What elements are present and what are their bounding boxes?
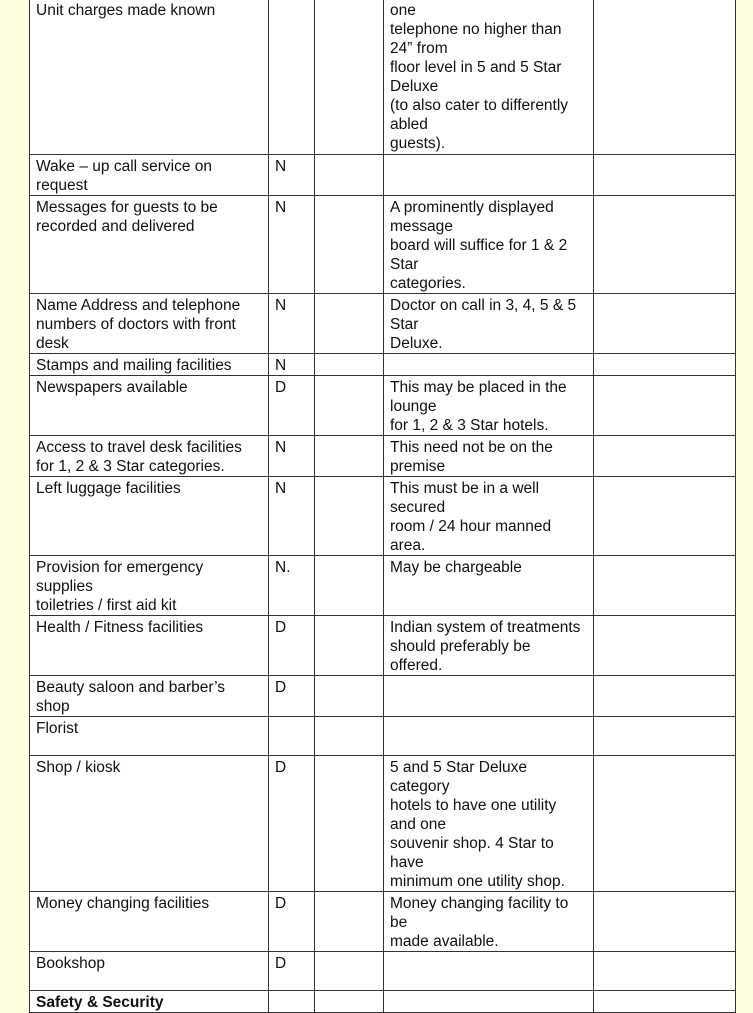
empty-cell	[594, 756, 736, 892]
code-cell: D	[269, 892, 315, 952]
item-cell: Health / Fitness facilities	[30, 616, 269, 676]
remark-cell: A prominently displayed message board will suffice for 1 & 2 Star categories.	[384, 196, 594, 294]
remark-cell: Doctor on call in 3, 4, 5 & 5 Star Deluxe.	[384, 294, 594, 354]
empty-cell	[315, 376, 384, 436]
empty-cell	[315, 0, 384, 155]
empty-cell	[315, 616, 384, 676]
empty-cell	[315, 952, 384, 991]
empty-cell	[594, 196, 736, 294]
item-cell: Unit charges made known	[30, 0, 269, 155]
code-cell	[269, 0, 315, 155]
remark-cell: This may be placed in the lounge for 1, 2 & 3 Star hotels.	[384, 376, 594, 436]
remark-cell: This must be in a well secured room / 24 hour manned area.	[384, 477, 594, 556]
empty-cell	[594, 294, 736, 354]
code-cell: D	[269, 952, 315, 991]
table-row	[30, 556, 736, 616]
code-cell: D	[269, 376, 315, 436]
empty-cell	[315, 436, 384, 477]
empty-cell	[315, 717, 384, 756]
code-cell: D	[269, 756, 315, 892]
table-row	[30, 436, 736, 477]
empty-cell	[594, 354, 736, 376]
remark-cell	[384, 155, 594, 196]
empty-cell	[315, 991, 384, 1013]
table-row	[30, 756, 736, 892]
item-cell: Wake – up call service on request	[30, 155, 269, 196]
empty-cell	[315, 196, 384, 294]
table-row	[30, 376, 736, 436]
remark-cell	[384, 676, 594, 717]
section-heading: Safety & Security	[30, 991, 269, 1013]
code-cell: N	[269, 436, 315, 477]
code-cell: N	[269, 155, 315, 196]
empty-cell	[594, 376, 736, 436]
code-cell	[269, 991, 315, 1013]
remark-cell: Money changing facility to be made available.	[384, 892, 594, 952]
remark-cell	[384, 717, 594, 756]
empty-cell	[594, 436, 736, 477]
code-cell: D	[269, 676, 315, 717]
empty-cell	[594, 952, 736, 991]
empty-cell	[315, 477, 384, 556]
item-cell: Newspapers available	[30, 376, 269, 436]
empty-cell	[594, 892, 736, 952]
remark-cell: 5 and 5 Star Deluxe category hotels to have one utility and one souvenir shop. 4 Star to have minimum one utility shop.	[384, 756, 594, 892]
empty-cell	[315, 556, 384, 616]
table-row	[30, 676, 736, 717]
item-cell: Money changing facilities	[30, 892, 269, 952]
table-row	[30, 952, 736, 991]
empty-cell	[594, 991, 736, 1013]
empty-cell	[315, 892, 384, 952]
empty-cell	[315, 354, 384, 376]
item-cell: Bookshop	[30, 952, 269, 991]
remark-cell	[384, 952, 594, 991]
item-cell: Access to travel desk facilities for 1, 2 & 3 Star categories.	[30, 436, 269, 477]
remark-cell: Indian system of treatments should preferably be offered.	[384, 616, 594, 676]
remark-cell: This need not be on the premise	[384, 436, 594, 477]
table-row	[30, 991, 736, 1013]
empty-cell	[594, 616, 736, 676]
empty-cell	[315, 756, 384, 892]
code-cell: N	[269, 294, 315, 354]
code-cell: D	[269, 616, 315, 676]
item-cell: Provision for emergency supplies toiletries / first aid kit	[30, 556, 269, 616]
code-cell: N	[269, 477, 315, 556]
table-row	[30, 477, 736, 556]
empty-cell	[315, 294, 384, 354]
table-row	[30, 717, 736, 756]
facilities-table	[29, 0, 736, 1013]
table-row	[30, 616, 736, 676]
table-row	[30, 294, 736, 354]
empty-cell	[594, 155, 736, 196]
item-cell: Stamps and mailing facilities	[30, 354, 269, 376]
remark-cell	[384, 354, 594, 376]
remark-cell: one telephone no higher than 24” from floor level in 5 and 5 Star Deluxe (to also cater to differently abled guests).	[384, 0, 594, 155]
empty-cell	[594, 676, 736, 717]
code-cell: N	[269, 196, 315, 294]
item-cell: Beauty saloon and barber’s shop	[30, 676, 269, 717]
empty-cell	[594, 717, 736, 756]
table-row	[30, 196, 736, 294]
table-row	[30, 0, 736, 155]
empty-cell	[594, 556, 736, 616]
table-row	[30, 892, 736, 952]
table-row	[30, 354, 736, 376]
code-cell: N	[269, 354, 315, 376]
item-cell: Shop / kiosk	[30, 756, 269, 892]
remark-cell	[384, 991, 594, 1013]
code-cell: N.	[269, 556, 315, 616]
code-cell	[269, 717, 315, 756]
empty-cell	[594, 0, 736, 155]
item-cell: Florist	[30, 717, 269, 756]
remark-cell: May be chargeable	[384, 556, 594, 616]
item-cell: Left luggage facilities	[30, 477, 269, 556]
empty-cell	[315, 676, 384, 717]
table-row	[30, 155, 736, 196]
empty-cell	[315, 155, 384, 196]
item-cell: Messages for guests to be recorded and delivered	[30, 196, 269, 294]
item-cell: Name Address and telephone numbers of doctors with front desk	[30, 294, 269, 354]
empty-cell	[594, 477, 736, 556]
